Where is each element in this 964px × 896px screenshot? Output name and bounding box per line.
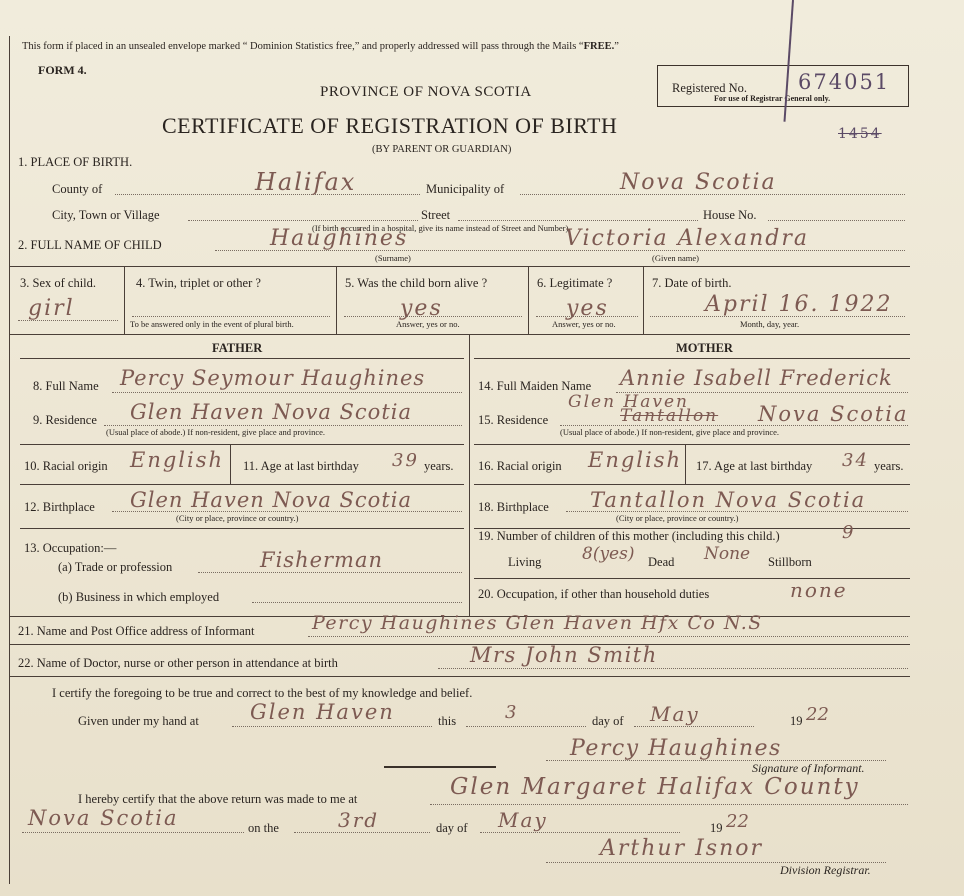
- informant-value: Percy Haughines Glen Haven Hfx Co N.S: [312, 612, 763, 634]
- mother-birthplace-label: 18. Birthplace: [478, 500, 549, 514]
- father-name-line: [112, 392, 462, 393]
- mother-racial-value: English: [588, 448, 683, 472]
- sex-line: [18, 320, 118, 321]
- province-heading: PROVINCE OF NOVA SCOTIA: [320, 84, 532, 100]
- registrar-day-of-label: day of: [436, 821, 468, 835]
- dob-label: 7. Date of birth.: [652, 276, 732, 290]
- twin-note: To be answered only in the event of plural birth.: [130, 319, 294, 329]
- registrar-day-line: [294, 832, 430, 833]
- row3-divider-1: [124, 266, 125, 334]
- dob-value: April 16. 1922: [705, 292, 893, 317]
- mother-birthplace-note: (City or place, province or country.): [616, 513, 739, 523]
- mother-name-value: Annie Isabell Frederick: [620, 366, 893, 390]
- given-day-line: [466, 726, 586, 727]
- given-year-value: 22: [806, 704, 829, 725]
- county-label: County of: [52, 182, 103, 196]
- given-this-label: this: [438, 714, 457, 728]
- legit-note: Answer, yes or no.: [552, 319, 616, 329]
- registered-label: Registered No.: [672, 81, 747, 95]
- father-age-label: 11. Age at last birthday: [243, 459, 359, 473]
- row3-top-border: [10, 266, 910, 267]
- row3-divider-4: [643, 266, 644, 334]
- child-surname-value: Haughines: [270, 226, 409, 251]
- father-trade-value: Fisherman: [260, 548, 384, 572]
- father-heading: FATHER: [212, 341, 263, 355]
- legit-value: yes: [566, 296, 609, 321]
- child-surname-caption: (Surname): [375, 253, 411, 263]
- mother-heading-border: [474, 358, 910, 359]
- given-year-prefix: 19: [790, 714, 803, 728]
- county-value: Halifax: [255, 168, 357, 196]
- given-month-value: May: [650, 702, 700, 726]
- house-line: [768, 220, 905, 221]
- row3-divider-2: [336, 266, 337, 334]
- registered-box: [657, 65, 909, 107]
- mother-heading: MOTHER: [676, 341, 733, 355]
- mother-stillborn-label: Stillborn: [768, 555, 812, 569]
- father-business-line: [252, 602, 462, 603]
- registrar-place-line-2: [22, 832, 244, 833]
- alive-line: [344, 316, 522, 317]
- father-business-label: (b) Business in which employed: [58, 590, 220, 604]
- row3-divider-3: [528, 266, 529, 334]
- father-racial-label: 10. Racial origin: [24, 459, 108, 473]
- registrar-month-line: [480, 832, 680, 833]
- mother-residence-note: (Usual place of abode.) If non-resident, give place and province.: [560, 427, 780, 437]
- given-day-value: 3: [505, 702, 519, 723]
- municipality-label: Municipality of: [426, 182, 505, 196]
- registrar-year-value: 22: [726, 811, 749, 832]
- father-residence-label: 9. Residence: [33, 413, 97, 427]
- twin-line: [132, 316, 330, 317]
- legit-line: [536, 316, 638, 317]
- informant-line: [308, 636, 908, 637]
- registrar-place-line: [430, 804, 908, 805]
- child-given-caption: (Given name): [652, 253, 699, 263]
- mother-name-label: 14. Full Maiden Name: [478, 379, 592, 393]
- mother-age-value: 34: [842, 450, 869, 471]
- certify-text: I certify the foregoing to be true and correct to the best of my knowledge and belief.: [52, 686, 473, 700]
- father-row10-top: [20, 444, 464, 445]
- father-name-label: 8. Full Name: [33, 379, 99, 393]
- registrar-signature: Arthur Isnor: [600, 836, 764, 861]
- father-birthplace-note: (City or place, province or country.): [176, 513, 299, 523]
- father-residence-line: [104, 425, 462, 426]
- informant-label: 21. Name and Post Office address of Informant: [18, 624, 255, 638]
- mail-notice-pre: This form if placed in an unsealed envelope marked “ Dominion Statistics free,” and properly addressed will pass through the Mails “: [22, 41, 584, 52]
- mother-row16-bottom: [474, 484, 910, 485]
- place-of-birth-heading: 1. PLACE OF BIRTH.: [18, 155, 133, 169]
- municipality-value: Nova Scotia: [620, 170, 777, 195]
- mother-living-label: Living: [508, 555, 542, 569]
- father-occupation-label: 13. Occupation:—: [24, 541, 117, 555]
- mother-living-value: 8(yes): [582, 544, 635, 564]
- street-line: [458, 220, 698, 221]
- child-given-value: Victoria Alexandra: [565, 226, 809, 251]
- city-line: [188, 220, 418, 221]
- registrar-on-the-label: on the: [248, 821, 279, 835]
- old-registration-number: 1454: [838, 126, 882, 142]
- row3-bottom-border: [10, 334, 910, 335]
- street-label: Street: [421, 208, 451, 222]
- informant-signature: Percy Haughines: [570, 736, 782, 761]
- registrar-year-prefix: 19: [710, 821, 723, 835]
- sex-label: 3. Sex of child.: [20, 276, 97, 290]
- mother-occupation-value: none: [790, 578, 848, 602]
- sex-value: girl: [28, 296, 75, 321]
- mother-residence-value-top: Glen Haven: [568, 392, 690, 412]
- house-label: House No.: [703, 208, 757, 222]
- registrar-signature-caption: Division Registrar.: [780, 863, 871, 877]
- form-left-border: [9, 36, 10, 884]
- dob-line: [650, 316, 905, 317]
- registrar-use-note: For use of Registrar General only.: [714, 94, 831, 103]
- certificate-title: CERTIFICATE OF REGISTRATION OF BIRTH: [162, 113, 618, 138]
- father-name-value: Percy Seymour Haughines: [120, 366, 426, 390]
- father-row10-bottom: [20, 484, 464, 485]
- mother-row16-divider: [685, 444, 686, 484]
- father-age-value: 39: [392, 450, 419, 471]
- separator-rule: [384, 766, 496, 768]
- informant-signature-caption: Signature of Informant.: [752, 761, 865, 775]
- mother-age-unit: years.: [874, 459, 904, 473]
- mother-dead-value: None: [704, 544, 751, 564]
- mother-birthplace-value: Tantallon Nova Scotia: [590, 488, 867, 512]
- given-day-of-label: day of: [592, 714, 624, 728]
- alive-label: 5. Was the child born alive ?: [345, 276, 488, 290]
- given-month-line: [634, 726, 754, 727]
- hospital-note: (If birth occurred in a hospital, give its name instead of Street and Number): [312, 223, 569, 233]
- father-birthplace-value: Glen Haven Nova Scotia: [130, 488, 412, 512]
- mother-occupation-label: 20. Occupation, if other than household duties: [478, 587, 710, 601]
- mother-children-value: 9: [842, 522, 856, 543]
- city-label: City, Town or Village: [52, 208, 160, 222]
- father-age-unit: years.: [424, 459, 454, 473]
- mother-dead-label: Dead: [648, 555, 675, 569]
- registrar-place-value-2: Nova Scotia: [28, 806, 179, 830]
- registrar-certify-text: I hereby certify that the above return was made to me at: [78, 792, 358, 806]
- registrar-place-value: Glen Margaret Halifax County: [450, 774, 860, 800]
- mother-age-label: 17. Age at last birthday: [696, 459, 813, 473]
- mother-residence-label: 15. Residence: [478, 413, 549, 427]
- mother-residence-value: Nova Scotia: [758, 402, 909, 426]
- legit-label: 6. Legitimate ?: [537, 276, 613, 290]
- certificate-subtitle: (BY PARENT OR GUARDIAN): [372, 144, 512, 155]
- father-occupation-top: [20, 528, 464, 529]
- form-number: FORM 4.: [38, 63, 87, 77]
- doctor-top: [10, 644, 910, 645]
- mother-row16-top: [474, 444, 910, 445]
- given-place-line: [232, 726, 432, 727]
- dob-note: Month, day, year.: [740, 319, 800, 329]
- doctor-line: [438, 668, 908, 669]
- registered-number: 674051: [798, 70, 891, 94]
- alive-note: Answer, yes or no.: [396, 319, 460, 329]
- mail-notice-post: ”: [614, 41, 619, 52]
- father-racial-value: English: [130, 448, 225, 472]
- given-place-value: Glen Haven: [250, 700, 395, 724]
- registrar-day-value: 3rd: [338, 808, 380, 832]
- father-trade-line: [198, 572, 462, 573]
- alive-value: yes: [400, 296, 443, 321]
- mother-children-label: 19. Number of children of this mother (including this child.): [478, 529, 780, 543]
- mother-residence-value-struck: Tantallon: [620, 406, 719, 426]
- doctor-bottom: [10, 676, 910, 677]
- mail-notice-free: FREE.: [583, 41, 615, 52]
- child-name-label: 2. FULL NAME OF CHILD: [18, 238, 162, 252]
- parents-divider: [469, 334, 470, 616]
- father-trade-label: (a) Trade or profession: [58, 560, 173, 574]
- father-row10-divider: [230, 444, 231, 484]
- given-label: Given under my hand at: [78, 714, 199, 728]
- twin-label: 4. Twin, triplet or other ?: [136, 276, 261, 290]
- father-residence-value: Glen Haven Nova Scotia: [130, 400, 412, 424]
- doctor-label: 22. Name of Doctor, nurse or other person in attendance at birth: [18, 656, 338, 670]
- mother-racial-label: 16. Racial origin: [478, 459, 562, 473]
- doctor-value: Mrs John Smith: [470, 643, 658, 667]
- father-heading-border: [20, 358, 464, 359]
- father-birthplace-label: 12. Birthplace: [24, 500, 95, 514]
- registrar-month-value: May: [498, 808, 548, 832]
- mail-notice: [22, 42, 619, 53]
- father-residence-note: (Usual place of abode.) If non-resident, give place and province.: [106, 427, 326, 437]
